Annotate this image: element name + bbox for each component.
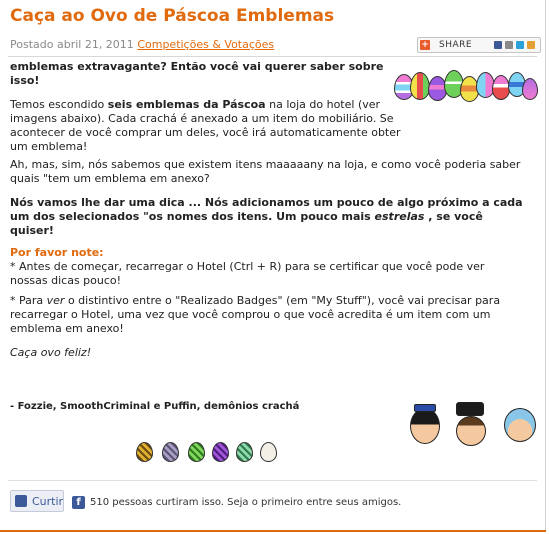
paragraph-2: Ah, mas, sim, nós sabemos que existem itens maaaaany na loja, e como você poderia saber quais "tem um emblema em anexo? <box>10 158 521 185</box>
facebook-icon: f <box>72 496 85 509</box>
post-date: Postado abril 21, 2011 <box>10 38 138 51</box>
paragraph-1: Temos escondido seis emblemas da Páscoa na loja do hotel (ver imagens abaixo). Cada crachá é anexado a um item do mobiliário. Se acontecer de você comprar um deles, você irá automaticamente obter um emblema! <box>10 98 401 153</box>
top-hat <box>456 402 484 416</box>
share-button[interactable] <box>417 37 541 53</box>
easter-eggs-image <box>392 68 542 108</box>
bottom-accent-line <box>0 530 546 532</box>
author-avatars <box>406 402 546 452</box>
avatar <box>456 416 486 446</box>
plus-icon: + <box>421 40 429 50</box>
footer-divider <box>8 480 537 481</box>
category-link[interactable]: Competições & Votações <box>137 38 275 51</box>
badge-eggs-image <box>132 440 292 462</box>
intro-paragraph: emblemas extravagante? Então você vai querer saber sobre isso! <box>10 60 384 87</box>
note-2: * Para ver o distintivo entre o "Realizado Badges" (em "My Stuff"), você vai precisar para recarregar o Hotel, uma vez que você comprou o que você acredita é um item com um emblema em anexo! <box>10 294 501 335</box>
delicious-icon[interactable] <box>505 41 513 49</box>
like-count-text: 510 pessoas curtiram isso. Seja o primeiro entre seus amigos. <box>90 497 402 508</box>
note-1: * Antes de começar, recarregar o Hotel (Ctrl + R) para se certificar que você pode ver nossas dicas pouco! <box>10 260 485 287</box>
avatar-bandana <box>414 404 436 412</box>
header-divider <box>8 56 537 57</box>
facebook-icon[interactable] <box>494 41 502 49</box>
signature: - Fozzie, SmoothCriminal e Puffin, demônios crachá <box>10 401 300 412</box>
post-title[interactable]: Caça ao Ovo de Páscoa Emblemas <box>10 6 335 26</box>
like-button[interactable]: Curtir <box>10 490 64 512</box>
avatar <box>504 408 536 442</box>
closing-line: Caça ovo feliz! <box>10 346 92 359</box>
post-meta <box>10 38 274 51</box>
twitter-icon[interactable] <box>516 41 524 49</box>
star-icon[interactable] <box>527 41 535 49</box>
thumbs-up-icon <box>15 495 27 507</box>
share-label: SHARE <box>439 40 473 50</box>
paragraph-3: Nós vamos lhe dar uma dica ... Nós adicionamos um pouco de algo próximo a cada um dos selecionados "os nomes dos itens. Um pouco mais estrelas , se você quiser! <box>10 196 523 237</box>
note-heading: Por favor note: <box>10 246 104 259</box>
avatar <box>410 408 440 444</box>
